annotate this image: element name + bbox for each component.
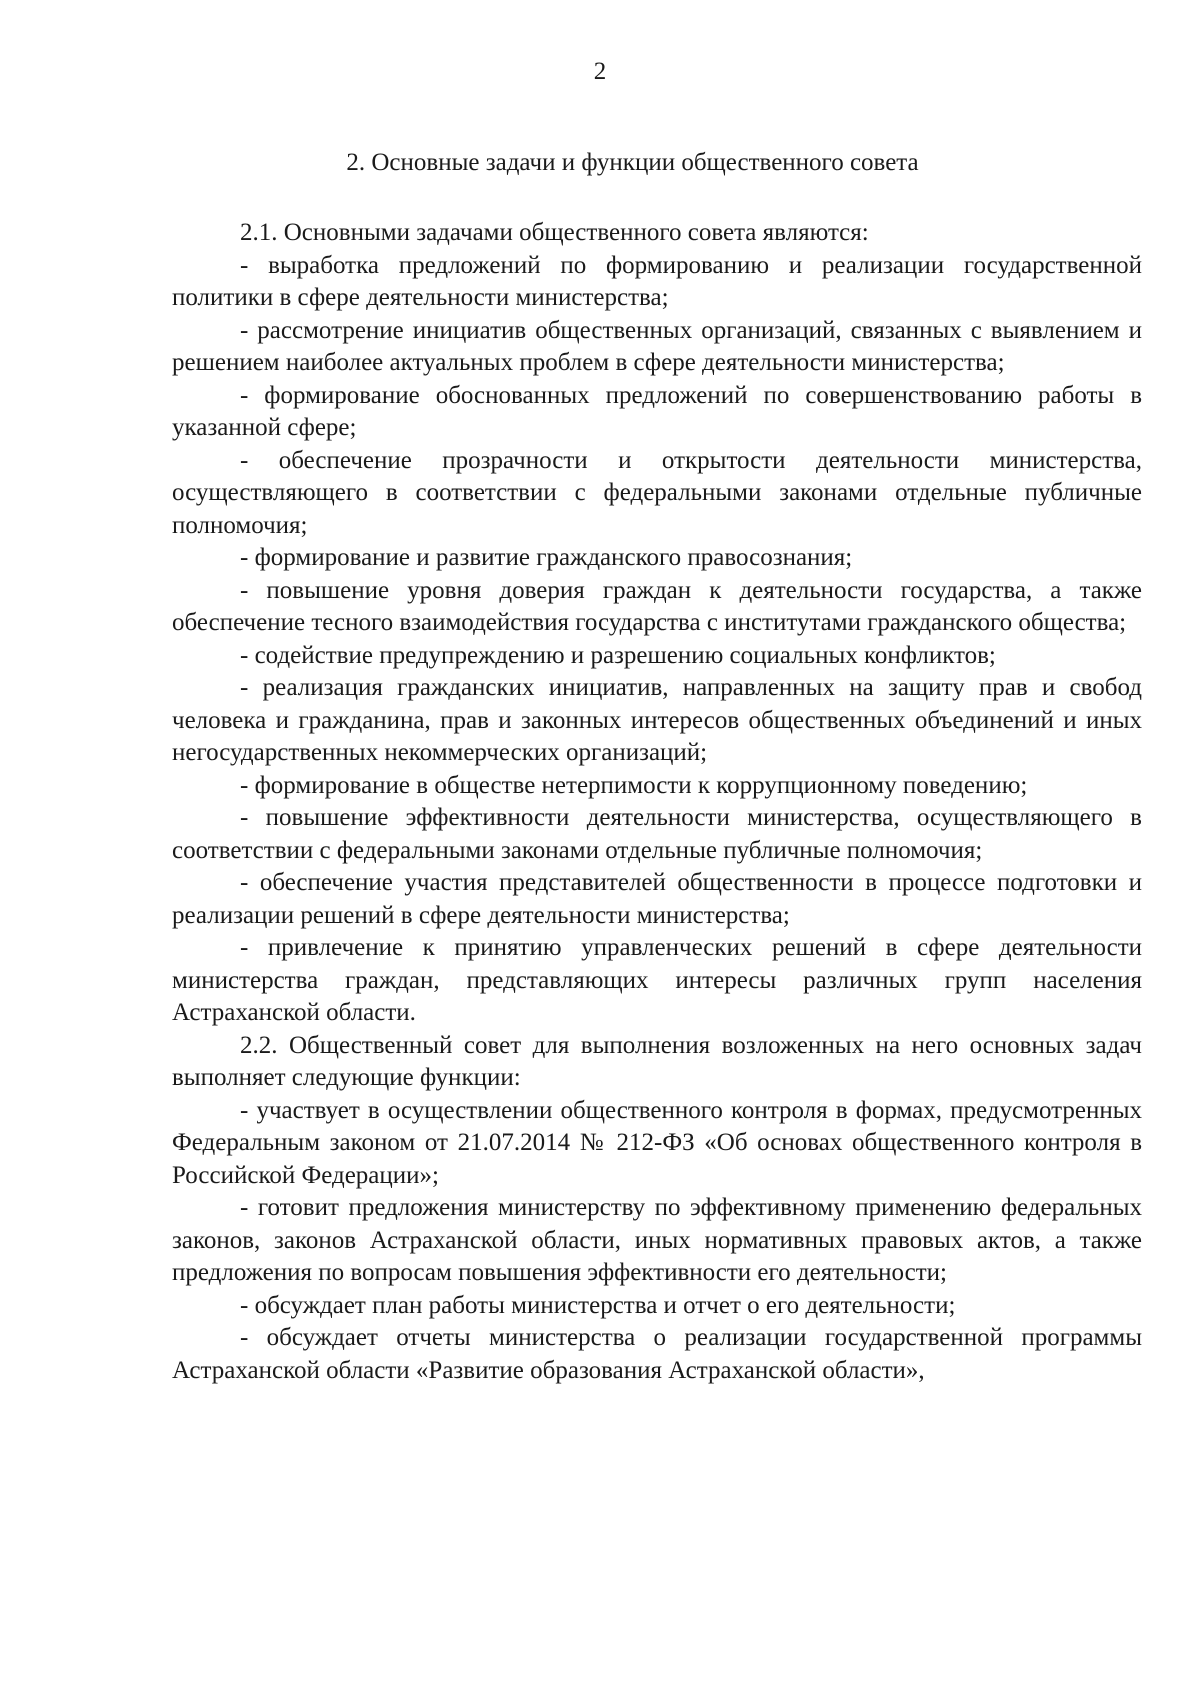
- list-item: - участвует в осуществлении общественного контроля в формах, предусмотренных Федеральным законом от 21.07.2014 № 212-ФЗ «Об основах общественного контроля в Российской Федерации»;: [172, 1096, 1142, 1189]
- list-item: - обсуждает отчеты министерства о реализации государственной программы Астраханской области «Развитие образования Астраханской области»,: [172, 1324, 1142, 1384]
- paragraph: 2.2. Общественный совет для выполнения возложенных на него основных задач выполняет следующие функции:: [172, 1031, 1142, 1091]
- list-item: - реализация гражданских инициатив, направленных на защиту прав и свобод человека и гражданина, прав и законных интересов общественных объединений и иных негосударственных некоммерческих организаций;: [172, 674, 1142, 766]
- paragraph: 2.1. Основными задачами общественного совета являются:: [240, 219, 869, 246]
- list-item: - формирование обоснованных предложений по совершенствованию работы в указанной сфере;: [172, 381, 1142, 441]
- list-item: - рассмотрение инициатив общественных организаций, связанных с выявлением и решением наиболее актуальных проблем в сфере деятельности министерства;: [172, 316, 1142, 376]
- list-item: - привлечение к принятию управленческих решений в сфере деятельности министерства граждан, представляющих интересы различных групп населения Астраханской области.: [172, 934, 1142, 1026]
- list-item: - выработка предложений по формированию и реализации государственной политики в сфере деятельности министерства;: [172, 251, 1142, 311]
- page-number: 2: [593, 58, 607, 85]
- document-body: [172, 217, 1142, 1387]
- list-item: - формирование в обществе нетерпимости к коррупционному поведению;: [240, 771, 1028, 799]
- section-title: 2. Основные задачи и функции общественного совета: [346, 149, 919, 176]
- list-item: - формирование и развитие гражданского правосознания;: [240, 544, 853, 571]
- list-item: - обеспечение участия представителей общественности в процессе подготовки и реализации решений в сфере деятельности министерства;: [172, 869, 1142, 929]
- list-item: - повышение эффективности деятельности министерства, осуществляющего в соответствии с федеральными законами отдельные публичные полномочия;: [172, 804, 1142, 864]
- list-item: - готовит предложения министерству по эффективному применению федеральных законов, законов Астраханской области, иных нормативных правовых актов, а также предложения по вопросам повышения эффективности его деятельности;: [172, 1194, 1142, 1286]
- list-item: - обсуждает план работы министерства и отчет о его деятельности;: [240, 1291, 956, 1319]
- list-item: - повышение уровня доверия граждан к деятельности государства, а также обеспечение тесного взаимодействия государства с институтами гражданского общества;: [172, 576, 1142, 636]
- list-item: - обеспечение прозрачности и открытости деятельности министерства, осуществляющего в соответствии с федеральными законами отдельные публичные полномочия;: [172, 446, 1142, 539]
- list-item: - содействие предупреждению и разрешению социальных конфликтов;: [240, 641, 996, 669]
